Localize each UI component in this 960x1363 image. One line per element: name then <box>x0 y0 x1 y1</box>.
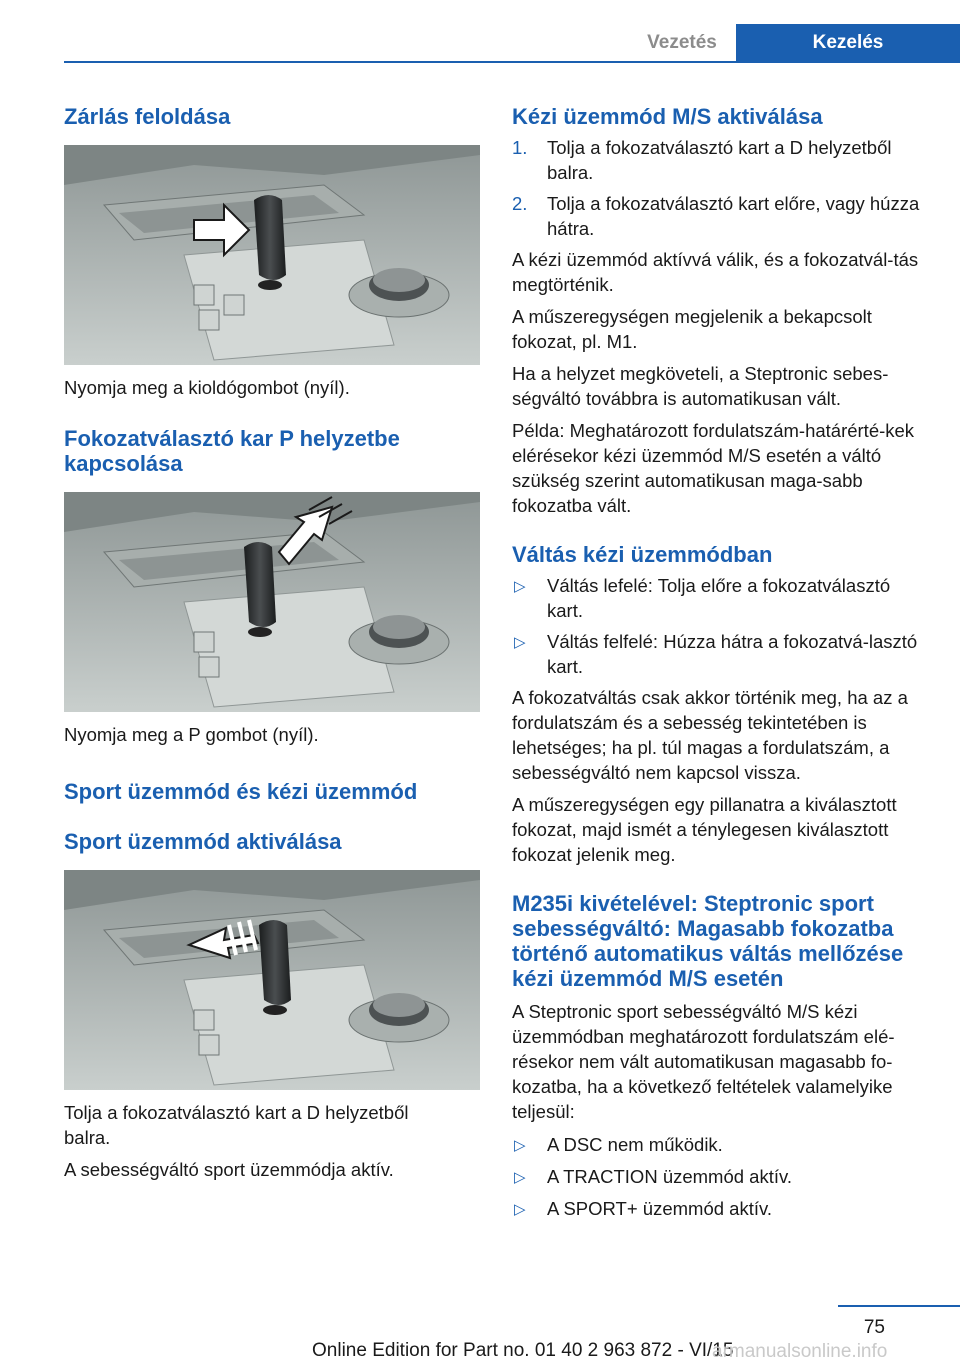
caption-sport-1: Tolja a fokozatválasztó kart a D helyzetből balra. <box>64 1102 409 1148</box>
section-title-manual-shifting: Váltás kézi üzemmódban <box>512 542 773 567</box>
section-title-sport-activate: Sport üzemmód aktiválása <box>64 829 342 854</box>
right-column <box>512 96 930 1221</box>
gear-selector-photo-unlock <box>64 145 480 365</box>
m235i-bullets <box>512 1132 930 1221</box>
shifting-bullets <box>512 573 930 679</box>
manual-paragraph: A kézi üzemmód aktívvá válik, és a fokozatvál‐tás megtörténik. <box>512 249 919 295</box>
left-column <box>64 96 482 1182</box>
list-item <box>512 573 930 623</box>
list-item <box>512 191 930 241</box>
step-number: 2. <box>512 193 528 214</box>
section-title-sport-manual: Sport üzemmód és kézi üzemmód <box>64 779 418 804</box>
section-title-m235i: M235i kivételével: Steptronic sport sebességváltó: Magasabb fokozatba történő automatikus váltás mellőzése kézi üzemmód M/S esetén <box>512 891 904 991</box>
list-item <box>512 1132 930 1157</box>
list-item <box>512 629 930 679</box>
gear-selector-photo-park <box>64 492 480 712</box>
gear-selector-photo-sport <box>64 870 480 1090</box>
tab-kezeles[interactable]: Kezelés <box>736 24 960 61</box>
step-text: Tolja a fokozatválasztó kart a D helyzetből balra. <box>547 137 892 183</box>
list-item <box>512 1196 930 1221</box>
section-title-park: Fokozatválasztó kar P helyzetbe kapcsolása <box>64 426 400 476</box>
manual-paragraph: A műszeregységen megjelenik a bekapcsolt fokozat, pl. M1. <box>512 306 872 352</box>
shifting-paragraph: A fokozatváltás csak akkor történik meg, ha az a fordulatszám és a sebesség tekintetében is lehetséges; ha pl. túl magas a fordulatszám, a sebességváltó nem kapcsol vissza. <box>512 687 908 783</box>
caption-park: Nyomja meg a P gombot (nyíl). <box>64 724 319 745</box>
section-title-manual-activate: Kézi üzemmód M/S aktiválása <box>512 104 823 129</box>
step-number: 1. <box>512 137 528 158</box>
bullet-text: A SPORT+ üzemmód aktív. <box>547 1198 772 1219</box>
bullet-text: Váltás felfelé: Húzza hátra a fokozatvá‐lasztó kart. <box>547 631 918 677</box>
footer-rule <box>838 1305 960 1307</box>
tab-vezetes[interactable]: Vezetés <box>647 32 717 53</box>
header-rule <box>64 61 960 63</box>
m235i-paragraph: A Steptronic sport sebességváltó M/S kézi üzemmódban meghatározott fordulatszám elé‐résekor nem vált automatikusan magasabb fo‐kozatba, ha a következő feltételek valamelyike teljesül: <box>512 1001 895 1122</box>
manual-paragraph: Példa: Meghatározott fordulatszám-határérté‐kek elérésekor kézi üzemmód M/S esetén a váltó szükség szerint automatikusan maga‐sabb fokozatba vált. <box>512 420 915 516</box>
edition-note: Online Edition for Part no. 01 40 2 963 872 - VI/15 <box>312 1340 734 1361</box>
triangle-bullet-icon: ▷ <box>514 1201 526 1218</box>
triangle-bullet-icon: ▷ <box>514 634 526 651</box>
manual-steps-list <box>512 135 930 241</box>
bullet-text: Váltás lefelé: Tolja előre a fokozatválasztó kart. <box>547 575 891 621</box>
list-item <box>512 1164 930 1189</box>
caption-sport-2: A sebességváltó sport üzemmódja aktív. <box>64 1159 394 1180</box>
shifting-paragraph: A műszeregységen egy pillanatra a kiválasztott fokozat, majd ismét a ténylegesen kiválasztott fokozat jelenik meg. <box>512 794 897 865</box>
manual-paragraph: Ha a helyzet megköveteli, a Steptronic sebes‐ségváltó továbbra is automatikusan vált. <box>512 363 889 409</box>
section-title-unlock: Zárlás feloldása <box>64 104 231 129</box>
triangle-bullet-icon: ▷ <box>514 1169 526 1186</box>
step-text: Tolja a fokozatválasztó kart előre, vagy húzza hátra. <box>547 193 920 239</box>
triangle-bullet-icon: ▷ <box>514 1137 526 1154</box>
triangle-bullet-icon: ▷ <box>514 578 526 595</box>
caption-unlock: Nyomja meg a kioldógombot (nyíl). <box>64 377 350 398</box>
bullet-text: A TRACTION üzemmód aktív. <box>547 1166 793 1187</box>
watermark: armanualsonline.info <box>712 1341 888 1362</box>
page-number: 75 <box>863 1317 885 1338</box>
list-item <box>512 135 930 185</box>
bullet-text: A DSC nem működik. <box>547 1134 723 1155</box>
